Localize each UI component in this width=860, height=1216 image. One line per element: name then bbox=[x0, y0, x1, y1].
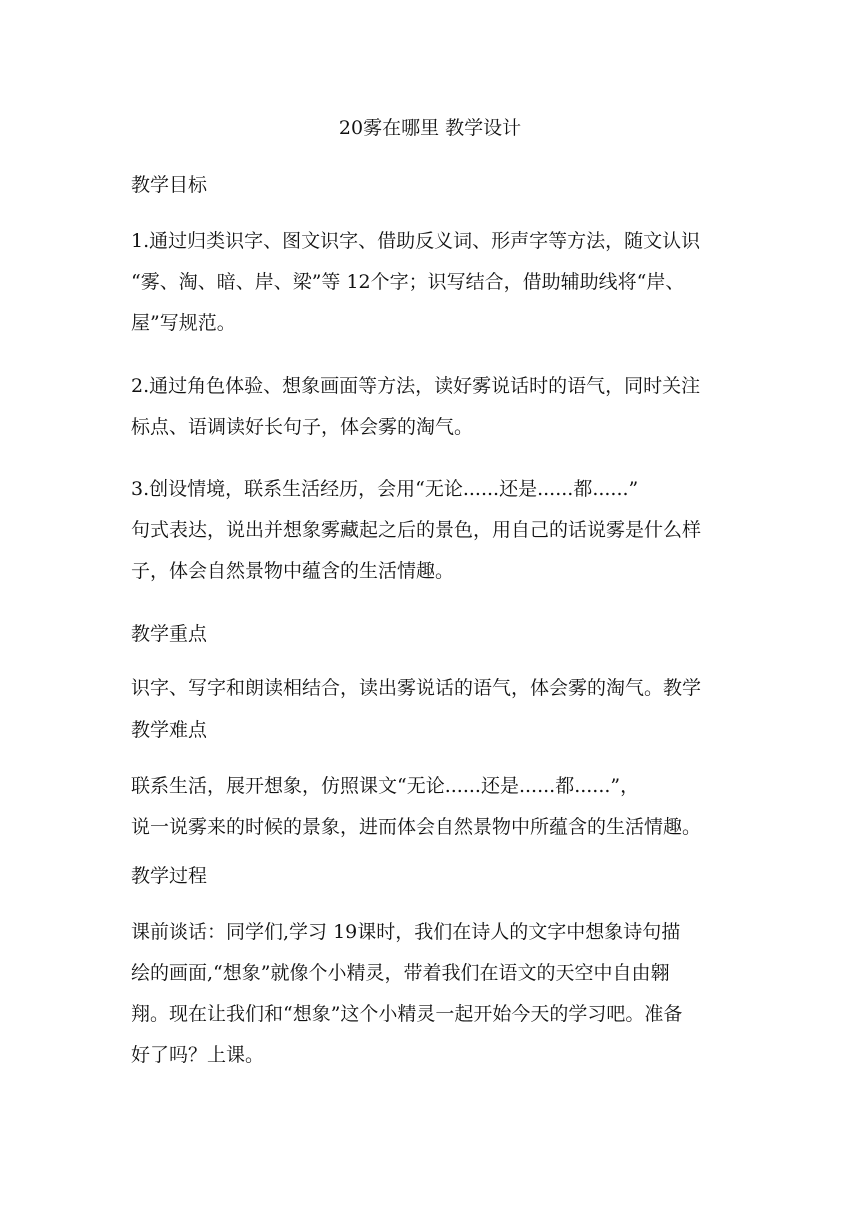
heading-difficulties: 教学难点 bbox=[131, 719, 208, 741]
process-line-2: 绘的画面,“想象”就像个小精灵，带着我们在语文的天空中自由翱 bbox=[131, 962, 670, 984]
goal-3-line-3: 子，体会自然景物中蕴含的生活情趣。 bbox=[131, 560, 455, 582]
difficulties-paragraph bbox=[131, 766, 735, 848]
key-points-line-1: 识字、写字和朗读相结合，读出雾说话的语气，体会雾的淘气。教学 bbox=[131, 677, 702, 699]
goal-1-line-1: 1.通过归类识字、图文识字、借助反义词、形声字等方法，随文认识 bbox=[131, 230, 701, 252]
goal-2-line-1: 2.通过角色体验、想象画面等方法，读好雾说话时的语气，同时关注 bbox=[131, 375, 701, 397]
goal-2-line-2: 标点、语调读好长句子，体会雾的淘气。 bbox=[131, 416, 474, 438]
difficulties-line-1: 联系生活，展开想象，仿照课文“无论......还是......都......”， bbox=[131, 775, 640, 797]
process-paragraph bbox=[131, 912, 735, 1076]
heading-teaching-goals: 教学目标 bbox=[131, 174, 208, 196]
goal-3-line-1: 3.创设情境，联系生活经历，会用“无论......还是......都......” bbox=[131, 478, 639, 500]
goal-3-line-2: 句式表达，说出并想象雾藏起之后的景色，用自己的话说雾是什么样 bbox=[131, 519, 702, 541]
difficulties-line-2: 说一说雾来的时候的景象，进而体会自然景物中所蕴含的生活情趣。 bbox=[131, 816, 702, 838]
key-points-paragraph bbox=[131, 668, 735, 709]
document-title: 20雾在哪里 教学设计 bbox=[338, 117, 522, 139]
goal-1-line-2: “雾、淘、暗、岸、梁”等 12个字；识写结合，借助辅助线将“岸、 bbox=[131, 271, 685, 293]
heading-teaching-process: 教学过程 bbox=[131, 865, 208, 887]
process-line-3: 翔。现在让我们和“想象”这个小精灵一起开始今天的学习吧。准备 bbox=[131, 1003, 683, 1025]
goal-1-line-3: 屋”写规范。 bbox=[131, 312, 236, 334]
process-line-4: 好了吗？上课。 bbox=[131, 1044, 265, 1066]
goal-2-paragraph bbox=[131, 366, 735, 448]
goal-3-paragraph bbox=[131, 469, 735, 592]
heading-key-points: 教学重点 bbox=[131, 623, 208, 645]
process-line-1: 课前谈话：同学们,学习 19课时，我们在诗人的文字中想象诗句描 bbox=[131, 921, 681, 943]
goal-1-paragraph bbox=[131, 221, 735, 344]
